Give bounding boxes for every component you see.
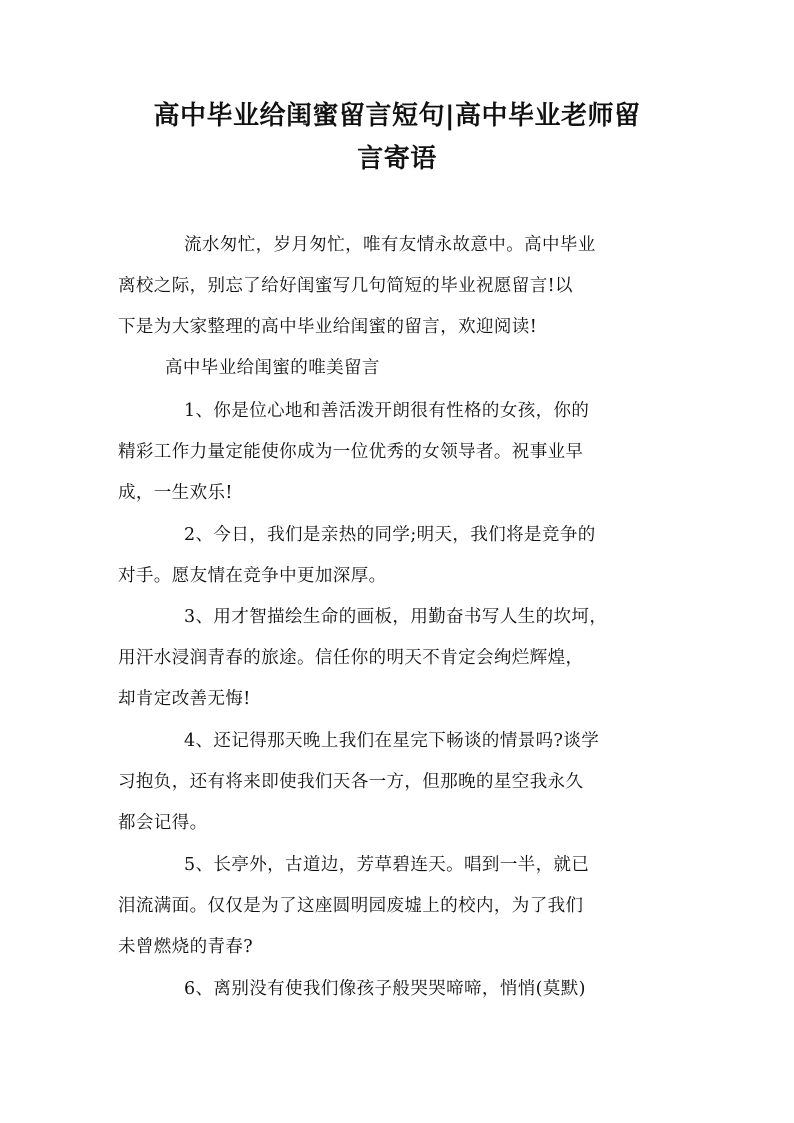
intro-line-2: 离校之际，别忘了给好闺蜜写几句简短的毕业祝愿留言!以 bbox=[118, 276, 573, 296]
message-3-line-2: 用汗水浸润青春的旅途。信任你的明天不肯定会绚烂辉煌， bbox=[118, 648, 584, 668]
document-title bbox=[110, 95, 684, 181]
message-3-line-3: 却肯定改善无悔! bbox=[118, 689, 251, 709]
title-line-2: 言寄语 bbox=[357, 144, 437, 174]
message-2-line-2: 对手。愿友情在竞争中更加深厚。 bbox=[118, 566, 387, 586]
message-4-line-2: 习抱负，还有将来即使我们天各一方，但那晚的星空我永久 bbox=[118, 772, 584, 792]
message-5-line-3: 未曾燃烧的青春? bbox=[118, 937, 254, 957]
message-2-line-1: 2、今日，我们是亲热的同学;明天，我们将是竞争的 bbox=[184, 525, 596, 545]
message-5-line-2: 泪流满面。仅仅是为了这座圆明园废墟上的校内，为了我们 bbox=[118, 896, 584, 916]
message-4-line-3: 都会记得。 bbox=[118, 813, 208, 833]
message-1-line-1: 1、你是位心地和善活泼开朗很有性格的女孩，你的 bbox=[184, 401, 590, 421]
intro-line-1: 流水匆忙，岁月匆忙，唯有友情永故意中。高中毕业 bbox=[184, 235, 596, 255]
title-line-1: 高中毕业给闺蜜留言短句|高中毕业老师留 bbox=[153, 101, 641, 131]
intro-line-3: 下是为大家整理的高中毕业给闺蜜的留言，欢迎阅读! bbox=[118, 317, 538, 337]
message-6-line-1: 6、离别没有使我们像孩子般哭哭啼啼，悄悄(莫默) bbox=[184, 979, 586, 999]
message-5-line-1: 5、长亭外，古道边，芳草碧连天。唱到一半，就已 bbox=[184, 855, 590, 875]
message-4-line-1: 4、还记得那天晚上我们在星完下畅谈的情景吗?谈学 bbox=[184, 731, 600, 751]
message-1-line-2: 精彩工作力量定能使你成为一位优秀的女领导者。祝事业早 bbox=[118, 442, 584, 462]
message-3-line-1: 3、用才智描绘生命的画板，用勤奋书写人生的坎坷， bbox=[184, 607, 608, 627]
section-heading: 高中毕业给闺蜜的唯美留言 bbox=[165, 358, 380, 378]
message-1-line-3: 成，一生欢乐! bbox=[118, 483, 233, 503]
